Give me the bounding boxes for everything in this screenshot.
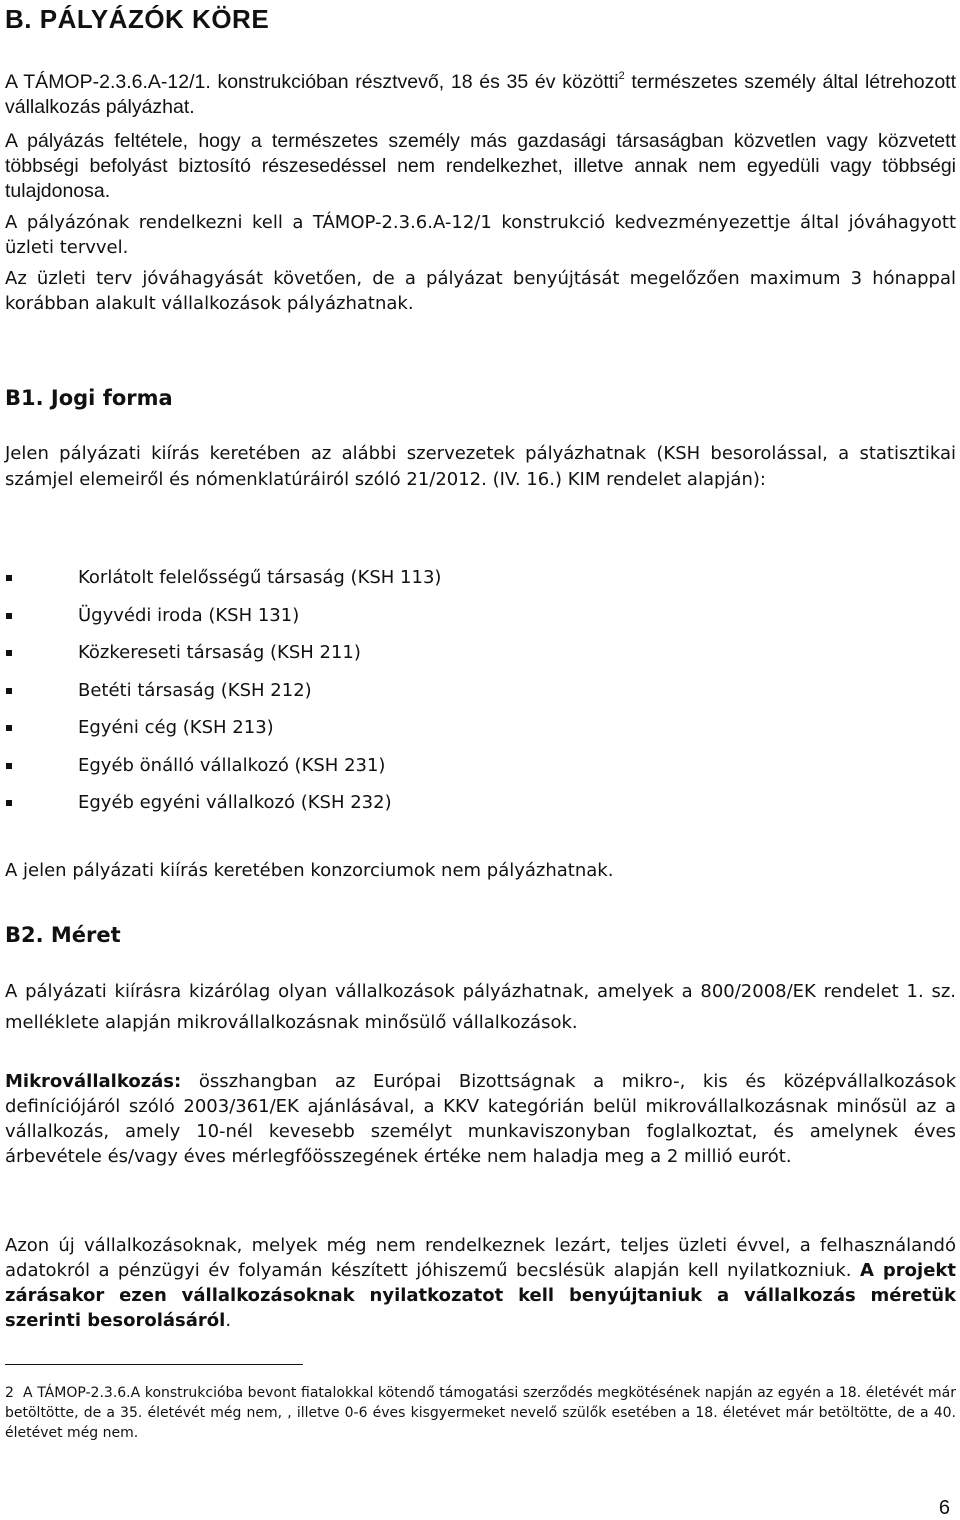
intro-p1-text: A TÁMOP-2.3.6.A-12/1. konstrukcióban résztvevő, 18 és 35 év közötti bbox=[5, 71, 619, 93]
bullet-icon bbox=[6, 613, 12, 619]
list-item-label: Egyéb önálló vállalkozó (KSH 231) bbox=[78, 754, 386, 776]
list-item bbox=[5, 603, 441, 641]
list-item-label: Közkereseti társaság (KSH 211) bbox=[78, 642, 361, 663]
new-enterprise-paragraph bbox=[5, 1233, 956, 1333]
list-item bbox=[5, 678, 441, 716]
legal-form-list bbox=[5, 565, 441, 828]
footnote-divider bbox=[5, 1364, 303, 1365]
bullet-icon bbox=[6, 650, 12, 656]
bullet-icon bbox=[6, 688, 12, 694]
bullet-icon bbox=[6, 575, 12, 581]
list-item-label: Egyéni cég (KSH 213) bbox=[78, 717, 274, 738]
intro-paragraph-1 bbox=[5, 70, 956, 120]
bullet-icon bbox=[6, 800, 12, 806]
list-item bbox=[5, 753, 441, 791]
intro-paragraph-3: A pályázónak rendelkezni kell a TÁMOP-2.3.6.A-12/1 konstrukció kedvezményezettje által jóváhagyott üzleti tervvel. bbox=[5, 212, 956, 258]
list-item bbox=[5, 565, 441, 603]
list-item bbox=[5, 640, 441, 678]
list-item bbox=[5, 715, 441, 753]
new-enterprise-bold: A projekt zárásakor ezen vállalkozásoknak nyilatkozatot kell benyújtaniuk a vállalkozás méretük szerinti besorolásáról bbox=[5, 1260, 956, 1331]
page-number: 6 bbox=[938, 1497, 950, 1519]
micro-text: összhangban az Európai Bizottságnak a mikro-, kis és középvállalkozások definíciójáról szóló 2003/361/EK ajánlásával, a KKV kategórián belül mikrovállalkozásnak minősül az a vállalkozás, amely 10-nél kevesebb személyt munkaviszonyban foglalkoztat, és amelynek éves árbevétele és/vagy éves mérlegfőösszegének értéke nem haladja meg a 2 millió eurót. bbox=[5, 1071, 956, 1167]
new-enterprise-text: Azon új vállalkozásoknak, melyek még nem rendelkeznek lezárt, teljes üzleti évvel, a felhasználandó adatokról a pénzügyi év folyamán készített jóhiszemű becslésük alapján kell nyilatkozniuk. bbox=[5, 1235, 956, 1281]
section-title: B. PÁLYÁZÓK KÖRE bbox=[5, 4, 270, 34]
footnote-reference: 2 bbox=[618, 70, 625, 82]
micro-definition bbox=[5, 1069, 956, 1169]
list-item-label: Egyéb egyéni vállalkozó (KSH 232) bbox=[78, 792, 392, 813]
intro-p1-text-end: természetes személy által létrehozott vállalkozás pályázhat. bbox=[5, 71, 957, 118]
intro-paragraph-4: Az üzleti terv jóváhagyását követően, de a pályázat benyújtását megelőzően maximum 3 hónappal korábban alakult vállalkozások pályázhatnak. bbox=[5, 268, 956, 314]
footnote-mark: 2 bbox=[5, 1385, 14, 1401]
list-item bbox=[5, 790, 441, 828]
consortium-note: A jelen pályázati kiírás keretében konzorciumok nem pályázhatnak. bbox=[5, 860, 614, 881]
bullet-icon bbox=[6, 725, 12, 731]
intro-paragraph-2: A pályázás feltétele, hogy a természetes személy más gazdasági társaságban közvetlen vagy közvetett többségi befolyást biztosító részesedéssel nem rendelkezhet, illetve annak nem egyedüli vagy többségi tulajdonosa. bbox=[5, 130, 956, 202]
new-enterprise-end: . bbox=[225, 1310, 232, 1331]
list-item-label: Korlátolt felelősségű társaság (KSH 113) bbox=[78, 567, 442, 588]
list-item-label: Ügyvédi iroda (KSH 131) bbox=[78, 604, 300, 626]
footnote bbox=[5, 1383, 956, 1443]
b2-heading: B2. Méret bbox=[5, 923, 121, 947]
bullet-icon bbox=[6, 763, 12, 769]
b1-heading: B1. Jogi forma bbox=[5, 386, 173, 410]
list-item-label: Betéti társaság (KSH 212) bbox=[78, 679, 312, 701]
footnote-text: A TÁMOP-2.3.6.A konstrukcióba bevont fiatalokkal kötendő támogatási szerződés megkötésének napján az egyén a 18. életévét már betöltötte, de a 35. életévét még nem, , illetve 0-6 éves kisgyermeket nevelő szülők esetében a 18. életévet már betöltötte, de a 40. életévet még nem. bbox=[5, 1385, 956, 1441]
micro-label: Mikrovállalkozás: bbox=[5, 1071, 182, 1092]
b1-intro-text: Jelen pályázati kiírás keretében az alábbi szervezetek pályázhatnak (KSH besorolással, a statisztikai számjel elemeiről és nómenklatúráiról szóló 21/2012. (IV. 16.) KIM rendelet alapján): bbox=[5, 443, 956, 490]
b2-intro-text: A pályázati kiírásra kizárólag olyan vállalkozások pályázhatnak, amelyek a 800/2008/EK rendelet 1. sz. melléklete alapján mikrovállalkozásnak minősülő vállalkozások. bbox=[5, 981, 956, 1033]
